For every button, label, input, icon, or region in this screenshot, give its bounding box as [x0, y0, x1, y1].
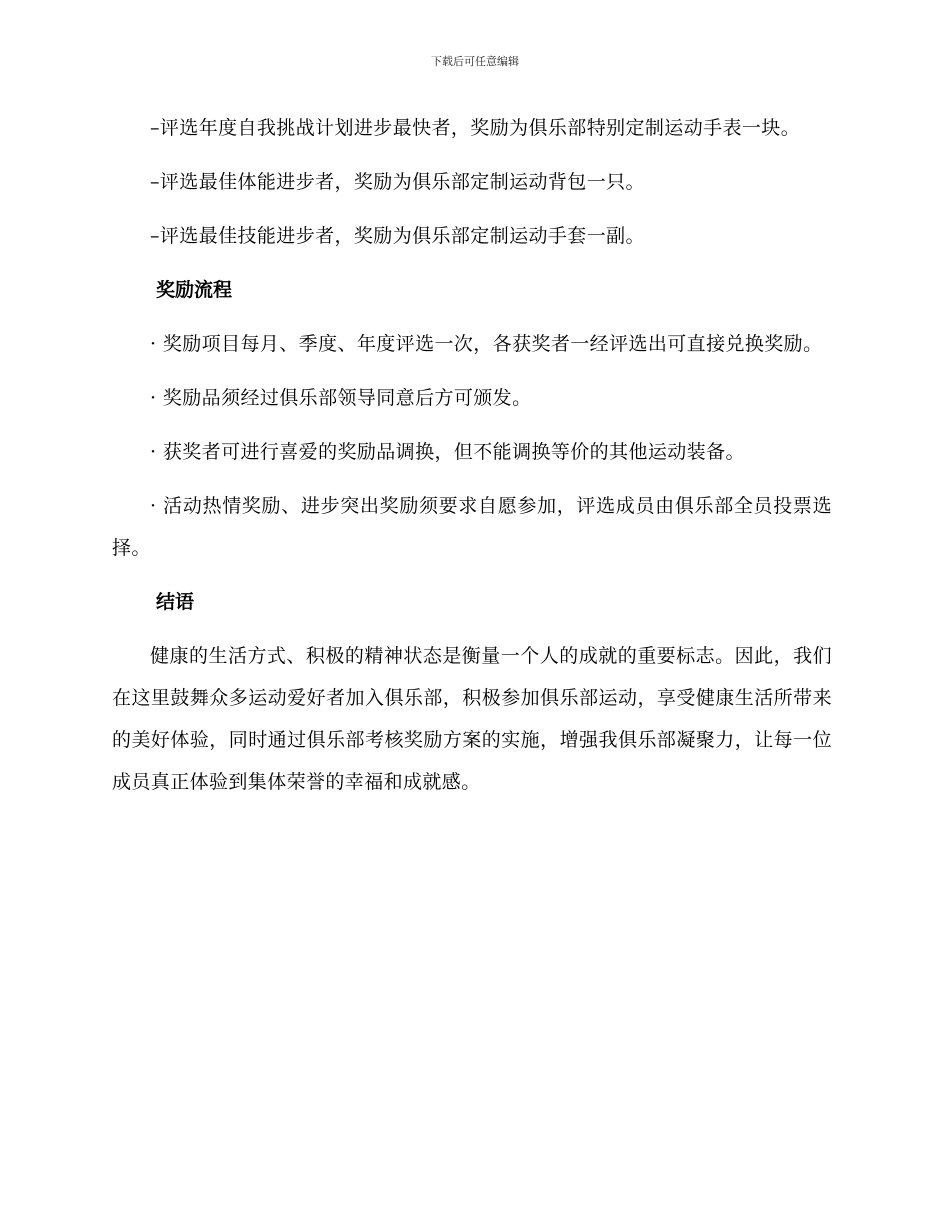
- section-heading-conclusion: 结语: [156, 591, 195, 613]
- section-heading-award-process: 奖励流程: [156, 279, 233, 301]
- process-item-exchange: · 获奖者可进行喜爱的奖励品调换，但不能调换等价的其他运动装备。: [150, 441, 745, 463]
- page-header: 下载后可任意编辑: [431, 55, 519, 68]
- document-body: [112, 107, 832, 815]
- award-item-backpack: –评选最佳体能进步者，奖励为俱乐部定制运动背包一只。: [150, 171, 645, 193]
- process-item-schedule: · 奖励项目每月、季度、年度评选一次，各获奖者一经评选出可直接兑换奖励。: [150, 333, 823, 355]
- conclusion-paragraph: 健康的生活方式、积极的精神状态是衡量一个人的成就的重要标志。因此，我们在这里鼓舞众多运动爱好者加入俱乐部，积极参加俱乐部运动，享受健康生活所带来的美好体验，同时通过俱乐部考核奖励方案的实施，增强我俱乐部凝聚力，让每一位成员真正体验到集体荣誉的幸福和成就感。: [112, 645, 832, 793]
- award-item-gloves: –评选最佳技能进步者，奖励为俱乐部定制运动手套一副。: [150, 225, 645, 247]
- award-item-watch: –评选年度自我挑战计划进步最快者，奖励为俱乐部特别定制运动手表一块。: [150, 117, 801, 139]
- process-item-voluntary: · 活动热情奖励、进步突出奖励须要求自愿参加，评选成员由俱乐部全员投票选择。: [112, 495, 832, 559]
- process-item-approval: · 奖励品须经过俱乐部领导同意后方可颁发。: [150, 387, 532, 409]
